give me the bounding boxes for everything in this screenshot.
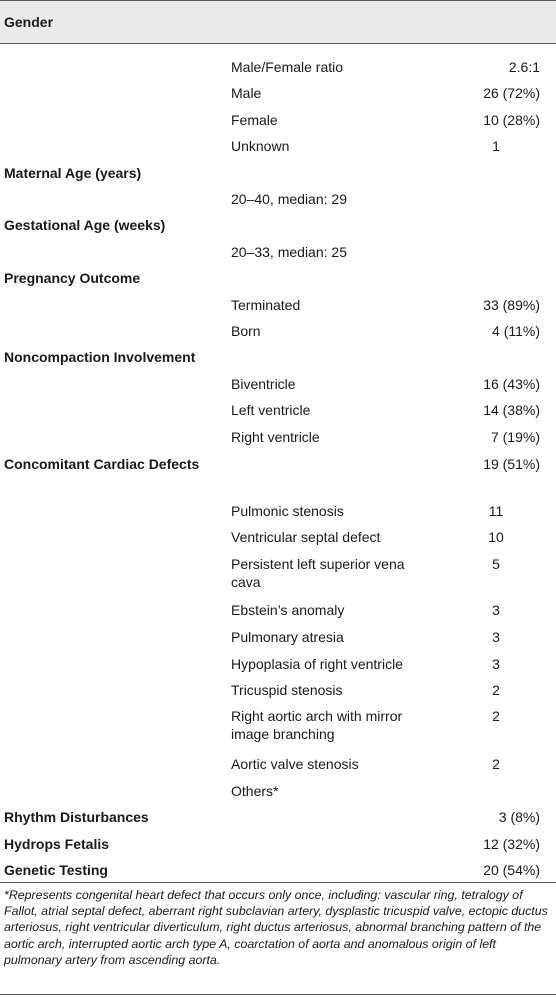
row-value: 16 (43%) <box>483 376 540 392</box>
row-value: 33 (89%) <box>483 297 540 313</box>
row-item-label: Pulmonic stenosis <box>231 503 344 519</box>
row-value: 2 <box>492 682 500 698</box>
table-bottom-rule <box>0 882 556 883</box>
row-item-label: Female <box>231 112 278 128</box>
row-item-label: Tricuspid stenosis <box>231 682 343 698</box>
row-value: 3 <box>492 629 500 645</box>
row-item-label: 20–33, median: 25 <box>231 244 347 260</box>
row-item-label: Right ventricle <box>231 429 320 445</box>
row-value: 2 <box>492 708 500 724</box>
row-item-label: Persistent left superior vena cava <box>231 556 405 590</box>
row-value: 20 (54%) <box>483 862 540 878</box>
row-item-label: Unknown <box>231 138 290 154</box>
row-item-label: 20–40, median: 29 <box>231 191 347 207</box>
row-item-label: Hypoplasia of right ventricle <box>231 656 403 672</box>
row-section-label: Gestational Age (weeks) <box>4 217 166 233</box>
row-value: 26 (72%) <box>483 85 540 101</box>
row-item-label: Terminated <box>231 297 301 313</box>
row-section-label: Maternal Age (years) <box>4 165 142 181</box>
row-value: 3 (8%) <box>498 809 540 825</box>
row-value: 3 <box>492 656 500 672</box>
header-label-gender: Gender <box>4 14 54 30</box>
row-value: 2.6:1 <box>508 59 540 75</box>
row-value: 11 <box>488 503 504 519</box>
row-item-label: Left ventricle <box>231 402 311 418</box>
row-item-label: Biventricle <box>231 376 296 392</box>
row-item-label: Aortic valve stenosis <box>231 756 359 772</box>
row-section-label: Rhythm Disturbances <box>4 809 149 825</box>
row-item-label: Male/Female ratio <box>231 59 344 75</box>
row-section-label: Noncompaction Involvement <box>4 349 196 365</box>
row-item-label: Ventricular septal defect <box>231 529 381 545</box>
row-value: 4 (11%) <box>492 323 540 339</box>
row-value: 2 <box>492 756 500 772</box>
row-section-label: Genetic Testing <box>4 862 108 878</box>
row-item-label: Ebstein’s anomaly <box>231 602 345 618</box>
row-section-label: Hydrops Fetalis <box>4 836 110 852</box>
footnote-bottom-rule <box>0 994 556 995</box>
row-value: 14 (38%) <box>483 402 540 418</box>
row-item-label: Pulmonary atresia <box>231 629 344 645</box>
row-value: 1 <box>492 138 500 154</box>
row-item-label: Others* <box>231 783 279 799</box>
row-section-label: Pregnancy Outcome <box>4 270 141 286</box>
row-value: 12 (32%) <box>483 836 540 852</box>
row-item-label: Male <box>231 85 262 101</box>
row-section-label: Concomitant Cardiac Defects <box>4 456 200 472</box>
table-footnote: *Represents congenital heart defect that occurs only once, including: vascular ring, tetralogy of Fallot, atrial septal defect, aberrant right subclavian artery, dysplastic tricuspid valve, ectopic ductus arteriosus, right ventricular diverticulum, right ductus arteriosus, abnormal branching pattern of the aortic arch, interrupted aortic arch type A, coarctation of aorta and anomalous origin of left pulmonary artery from ascending aorta. <box>4 888 548 967</box>
row-value: 5 <box>492 556 500 572</box>
row-value: 10 <box>488 529 504 545</box>
row-value: 19 (51%) <box>483 456 540 472</box>
row-item-label: Born <box>231 323 261 339</box>
table-header <box>0 0 556 44</box>
row-value: 10 (28%) <box>483 112 540 128</box>
row-value: 7 (19%) <box>490 429 540 445</box>
row-value: 3 <box>492 602 500 618</box>
row-item-label: Right aortic arch with mirror image branching <box>231 708 403 742</box>
